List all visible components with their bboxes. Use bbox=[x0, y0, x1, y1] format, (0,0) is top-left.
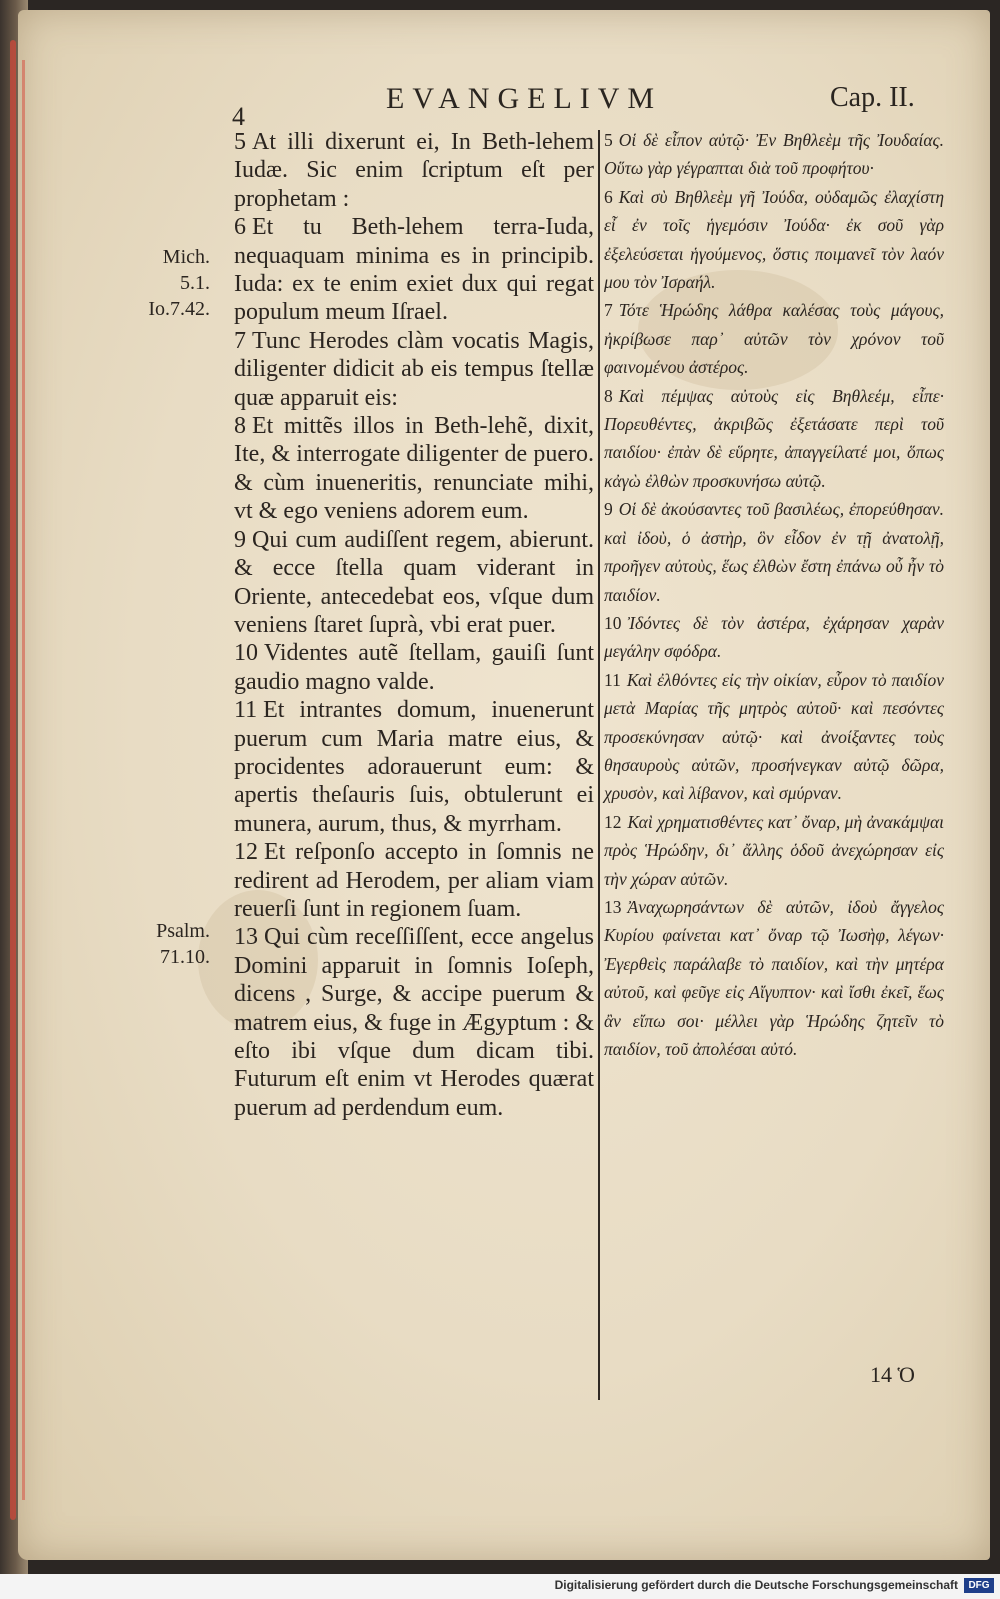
latin-column bbox=[234, 128, 594, 1122]
greek-verse-12 bbox=[604, 808, 944, 893]
verse-number: 10 bbox=[234, 640, 258, 667]
verse-number: 11 bbox=[604, 669, 621, 690]
verse-text: Ἰδόντες δὲ τὸν ἀστέρα, ἐχάρησαν χαρὰν μεγάλην σφόδρα. bbox=[604, 612, 944, 662]
latin-verse-12 bbox=[234, 838, 594, 923]
verse-text: Qui cùm receſſiſſent, ecce angelus Domini apparuit in ſomnis Ioſeph, dicens , Surge, & accipe puerum & matrem eius, & fuge in Ægyptum : & eſto ibi vſque dum dicam tibi. Futurum eſt enim vt Herodes quærat puerum ad perdendum eum. bbox=[234, 924, 594, 1121]
greek-verse-8 bbox=[604, 382, 944, 496]
latin-verse-9 bbox=[234, 526, 594, 640]
margin-note-mich: Mich. 5.1. Io.7.42. bbox=[148, 246, 210, 320]
verse-number: 7 bbox=[604, 300, 613, 321]
catchword: 14 Ὁ bbox=[870, 1362, 915, 1387]
verse-number: 9 bbox=[234, 526, 246, 553]
verse-number: 6 bbox=[234, 214, 246, 241]
funding-credit: Digitalisierung gefördert durch die Deutsche Forschungsgemeinschaft bbox=[554, 1578, 958, 1592]
verse-text: Tunc Herodes clàm vocatis Magis, diligenter didicit ab eis tempus ſtellæ quæ apparuit eis: bbox=[234, 327, 594, 411]
verse-text: Καὶ πέμψας αὐτοὺς εἰς Βηθλεέμ, εἶπε· Πορευθέντες, ἀκριβῶς ἐξετάσατε περὶ τοῦ παιδίου· ἐπὰν δὲ εὕρητε, ἀπαγγείλατέ μοι, ὅπως κἀγὼ ἐλθὼν προσκυνήσω αὐτῷ. bbox=[604, 385, 944, 491]
greek-verse-13 bbox=[604, 893, 944, 1063]
verse-number: 12 bbox=[604, 811, 622, 832]
verse-number: 13 bbox=[234, 924, 258, 951]
greek-verse-7 bbox=[604, 296, 944, 381]
latin-verse-6 bbox=[234, 213, 594, 327]
greek-verse-9 bbox=[604, 495, 944, 609]
verse-number: 9 bbox=[604, 499, 613, 520]
verse-text: Οἱ δὲ εἶπον αὐτῷ· Ἐν Βηθλεὲμ τῆς Ἰουδαίας. Οὕτω γὰρ γέγραπται διὰ τοῦ προφήτου· bbox=[604, 130, 944, 179]
verse-text: Καὶ σὺ Βηθλεὲμ γῆ Ἰούδα, οὐδαμῶς ἐλαχίστη εἶ ἐν τοῖς ἡγεμόσιν Ἰούδα· ἐκ σοῦ γὰρ ἐξελεύσεται ἡγούμενος, ὅστις ποιμανεῖ τὸν λαόν μου τὸν Ἰσραήλ. bbox=[604, 186, 944, 293]
latin-verse-13 bbox=[234, 923, 594, 1122]
verse-text: Et intrantes domum, inuenerunt puerum cum Maria matre eius, & procidentes adorauerunt eum: & apertis theſauris ſuis, obtulerunt ei munera, aurum, thus, & myrrham. bbox=[234, 697, 594, 837]
running-title: EVANGELIVM bbox=[386, 82, 663, 115]
verse-text: Καὶ ἐλθόντες εἰς τὴν οἰκίαν, εὗρον τὸ παιδίον μετὰ Μαρίας τῆς μητρὸς αὐτοῦ· καὶ πεσόντες προσεκύνησαν αὐτῷ· καὶ ἀνοίξαντες τοὺς θησαυροὺς αὐτῶν, προσήνεγκαν αὐτῷ δῶρα, χρυσὸν, καὶ λίβανον, καὶ σμύρναν. bbox=[604, 669, 944, 804]
verse-number: 8 bbox=[604, 385, 613, 406]
verse-number: 8 bbox=[234, 413, 246, 440]
latin-verse-8 bbox=[234, 412, 594, 526]
verse-number: 11 bbox=[234, 697, 258, 724]
verse-number: 10 bbox=[604, 612, 622, 633]
verse-text: Τότε Ἡρώδης λάθρα καλέσας τοὺς μάγους, ἠκρίβωσε παρ᾽ αὐτῶν τὸν χρόνον τοῦ φαινομένου ἀστέρος. bbox=[604, 300, 944, 378]
verse-number: 7 bbox=[234, 327, 246, 354]
verse-number: 12 bbox=[234, 839, 258, 866]
page-number: 4 bbox=[232, 102, 245, 131]
verse-number: 5 bbox=[604, 130, 613, 150]
verse-number: 6 bbox=[604, 186, 613, 207]
verse-text: Et tu Beth-lehem terra-Iuda, nequaquam minima es in principib. Iuda: ex te enim exiet dux qui regat populum meum Iſrael. bbox=[234, 214, 594, 326]
greek-verse-10 bbox=[604, 609, 944, 666]
dfg-logo: DFG bbox=[964, 1578, 994, 1593]
verse-number: 13 bbox=[604, 896, 622, 917]
red-page-edge bbox=[10, 40, 16, 1520]
chapter-heading: Cap. II. bbox=[830, 82, 915, 113]
verse-text: Et reſponſo accepto in ſomnis ne redirent ad Herodem, per aliam viam reuerſi ſunt in regionem ſuam. bbox=[234, 839, 594, 922]
verse-text: Qui cum audiſſent regem, abierunt. & ecce ſtella quam viderant in Oriente, antecedebat eos, vſque dum veniens ſtaret ſuprà, vbi erat puer. bbox=[234, 526, 594, 638]
red-page-edge-inner bbox=[22, 60, 25, 1500]
greek-column bbox=[604, 126, 944, 1063]
column-divider bbox=[598, 130, 600, 1400]
verse-text: At illi dixerunt ei, In Beth-lehem Iudæ. Sic enim ſcriptum eſt per prophetam : bbox=[234, 129, 594, 212]
margin-note-psalm: Psalm. 71.10. bbox=[156, 920, 210, 968]
latin-verse-10 bbox=[234, 639, 594, 696]
latin-verse-11 bbox=[234, 696, 594, 838]
verse-number: 5 bbox=[234, 129, 246, 155]
latin-verse-7 bbox=[234, 327, 594, 412]
verse-text: Videntes autẽ ſtellam, gauiſi ſunt gaudio magno valde. bbox=[234, 640, 594, 695]
verse-text: Οἱ δὲ ἀκούσαντες τοῦ βασιλέως, ἐπορεύθησαν. καὶ ἰδοὺ, ὁ ἀστὴρ, ὃν εἶδον ἐν τῇ ἀνατολῇ, προῆγεν αὐτοὺς, ἕως ἐλθὼν ἔστη ἐπάνω οὗ ἦν τὸ παιδίον. bbox=[604, 499, 944, 605]
greek-verse-6 bbox=[604, 183, 944, 297]
verse-text: Ἀναχωρησάντων δὲ αὐτῶν, ἰδοὺ ἄγγελος Κυρίου φαίνεται κατ᾽ ὄναρ τῷ Ἰωσὴφ, λέγων· Ἐγερθεὶς παράλαβε τὸ παιδίον, καὶ τὴν μητέρα αὐτοῦ, καὶ φεῦγε εἰς Αἴγυπτον· καὶ ἴσθι ἐκεῖ, ἕως ἂν εἴπω σοι· μέλλει γὰρ Ἡρώδης ζητεῖν τὸ παιδίον, τοῦ ἀπολέσαι αὐτό. bbox=[604, 896, 944, 1059]
latin-verse-5 bbox=[234, 128, 594, 213]
verse-text: Καὶ χρηματισθέντες κατ᾽ ὄναρ, μὴ ἀνακάμψαι πρὸς Ἡρώδην, δι᾽ ἄλλης ὁδοῦ ἀνεχώρησαν εἰς τὴν χώραν αὐτῶν. bbox=[604, 811, 944, 889]
verse-text: Et mittẽs illos in Beth-lehẽ, dixit, Ite, & interrogate diligenter de puero. & cùm inueneritis, renunciate mihi, vt & ego veniens adorem eum. bbox=[234, 413, 594, 525]
greek-verse-11 bbox=[604, 666, 944, 808]
greek-verse-5 bbox=[604, 126, 944, 183]
